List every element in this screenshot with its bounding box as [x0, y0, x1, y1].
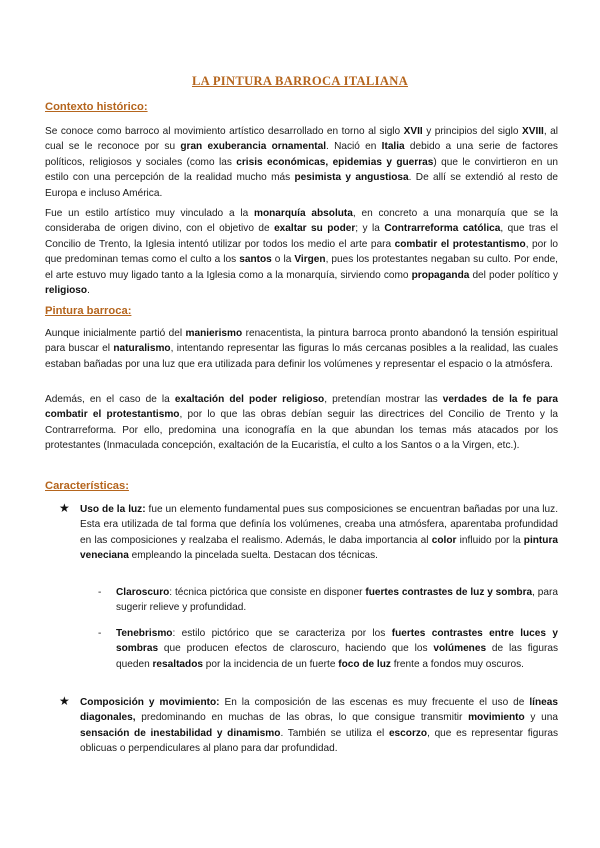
bold-run: resaltados	[152, 658, 203, 670]
page-title: LA PINTURA BARROCA ITALIANA	[191, 74, 409, 88]
bold-run: sensación de inestabilidad y dinamismo	[80, 727, 281, 739]
text-run: Se conoce como barroco al movimiento artístico desarrollado en torno al siglo	[45, 126, 404, 137]
bold-run: gran exuberancia ornamental	[180, 141, 327, 153]
bold-run: Uso de la luz:	[80, 504, 146, 515]
bold-run: Claroscuro	[116, 587, 170, 598]
text-run: Aunque inicialmente partió del	[45, 328, 186, 339]
text-run: : técnica pictórica que consiste en disponer	[169, 587, 366, 598]
star-icon: ★	[59, 501, 70, 515]
bold-run: santos	[239, 254, 272, 266]
bold-run: pintura veneciana	[80, 534, 558, 562]
text-run: , pretendían mostrar las	[324, 394, 443, 405]
heading-caracteristicas: Características:	[45, 480, 129, 492]
bold-run: fuertes contrastes entre luces y sombras	[116, 628, 558, 655]
text-run: , que es representar figuras oblicuas o perpendiculares al plano para dar profundidad.	[80, 727, 559, 755]
text-run: o la	[271, 254, 295, 266]
dash-marker: -	[98, 628, 102, 639]
text-run: , al cual se le reconoce por su	[45, 126, 559, 153]
text-run: , intentando representar las figuras lo más cercanas posibles a la realidad, las cuales estaban bañadas por una luz que era utilizada para definir los volúmenes y representar el espacio o la atmósfera.	[45, 343, 558, 370]
text-run: , que tras el Concilio de Trento, la Iglesia intentó utilizar por todos los medio el arte para	[45, 223, 558, 250]
bold-run: líneas diagonales,	[80, 697, 558, 724]
text-run: frente a fondos muy oscuros.	[390, 658, 524, 670]
bold-run: naturalismo	[113, 343, 171, 355]
star-icon: ★	[59, 694, 70, 708]
text-run: y principios del siglo	[422, 126, 522, 137]
text-run: por la incidencia de un fuerte	[203, 658, 339, 670]
text-run: Fue un estilo artístico muy vinculado a la	[45, 208, 254, 219]
text-run: empleando la pincelada suelta. Destacan dos técnicas.	[128, 550, 378, 562]
paragraph-contexto-2	[45, 206, 558, 298]
text-run: ; y la	[355, 223, 385, 235]
text-run: : estilo pictórico que se caracteriza por los	[172, 628, 392, 639]
bold-run: foco de luz	[338, 658, 391, 670]
heading-contexto: Contexto histórico:	[45, 101, 148, 113]
bullet-text	[80, 504, 558, 561]
text-run: , para sugerir relieve y profundidad.	[116, 587, 558, 614]
text-run: En la composición de las escenas es muy frecuente el uso de	[219, 697, 530, 708]
heading-pintura: Pintura barroca:	[45, 305, 132, 317]
bold-run: movimiento	[468, 712, 525, 724]
bold-run: Italia	[381, 141, 405, 153]
bold-run: propaganda	[411, 269, 470, 281]
text-run: de las figuras queden	[116, 643, 558, 670]
bold-run: color	[431, 534, 457, 546]
paragraph-contexto-1	[45, 124, 558, 201]
text-run: predominando en muchas de las obras, lo que consigue transmitir	[135, 712, 469, 724]
bold-run: fuertes contrastes de luz y sombra	[365, 587, 533, 598]
text-run: , en concreto a una monarquía que se la consideraba de origen divino, con el objetivo de	[45, 208, 558, 235]
subitem-text	[116, 587, 558, 613]
dash-marker: -	[98, 587, 102, 598]
text-run: . También se utiliza el	[280, 727, 389, 739]
bold-run: volúmenes	[433, 643, 487, 655]
bold-run: crisis económicas, epidemias y guerras	[236, 156, 434, 168]
text-run: ) que le convirtieron en un estilo con una percepción de la realidad mucho más	[45, 156, 558, 184]
bold-run: exaltar su poder	[274, 223, 356, 235]
bold-run: Tenebrismo	[116, 628, 173, 639]
text-run: Además, en el caso de la	[45, 394, 175, 405]
bold-run: Virgen	[294, 254, 326, 266]
text-run: y una	[524, 712, 558, 724]
bullet-composicion-y-movimiento	[59, 694, 559, 757]
text-run: .	[87, 285, 90, 297]
paragraph-pintura-1	[45, 326, 558, 372]
subitem-text	[116, 628, 558, 670]
text-run: que producen efectos de claroscuro, haciendo que los	[158, 643, 434, 655]
paragraph-pintura-2	[45, 392, 558, 454]
subitem-tenebrismo	[98, 626, 558, 672]
text-run: influido por la	[456, 534, 524, 546]
text-run: , por lo que predominan temas como el culto a los	[45, 238, 559, 266]
bold-run: escorzo	[388, 727, 428, 739]
bold-run: XVIII	[521, 126, 544, 137]
text-run: . Nació en	[326, 141, 382, 153]
bold-run: XVII	[403, 126, 423, 137]
bullet-uso-de-la-luz	[59, 501, 558, 564]
bold-run: combatir el protestantismo	[394, 238, 526, 250]
bullet-text	[80, 697, 558, 754]
text-run: fue un elemento fundamental pues sus composiciones se encuentran bañadas por una luz. Esta era utilizada de tal forma que definía los volúmenes, creaba una atmósfera, aparentaba profundidad en las composiciones y realzaba el realismo. Además, le daba importancia al	[80, 504, 558, 546]
text-run: del poder político y	[469, 269, 558, 281]
bold-run: verdades de la fe para combatir el protestantismo	[45, 394, 558, 421]
bold-run: Contrarreforma católica	[384, 223, 501, 235]
text-run: debido a una serie de factores políticos, religiosos y sociales (como las	[45, 141, 558, 168]
text-run: renacentista, la pintura barroca pronto abandonó la tensión espiritual para buscar el	[45, 328, 558, 355]
bold-run: religioso	[45, 285, 88, 297]
bold-run: Composición y movimiento:	[80, 697, 220, 708]
text-run: , pues los protestantes negaban su culto. Por ende, el arte estuvo muy ligado tanto a la Iglesia como a la monarquía, sirviendo como	[45, 254, 558, 281]
text-run: . De allí se extendió al resto de Europa e incluso América.	[45, 172, 558, 199]
subitem-claroscuro	[98, 585, 558, 616]
text-run: , por lo que las obras debían seguir las directrices del Concilio de Trento y la Contrarreforma. Por ello, predomina una iconografía en la que abundan los temas más atacados por los protestantes (Inmaculada concepción, exaltación de la Eucaristía, el culto a los Santos o a la Virgen, etc.).	[45, 409, 558, 452]
bold-run: exaltación del poder religioso	[174, 394, 325, 405]
bold-run: monarquía absoluta	[254, 208, 353, 219]
bold-run: pesimista y angustiosa	[294, 172, 409, 184]
bold-run: manierismo	[185, 328, 243, 339]
